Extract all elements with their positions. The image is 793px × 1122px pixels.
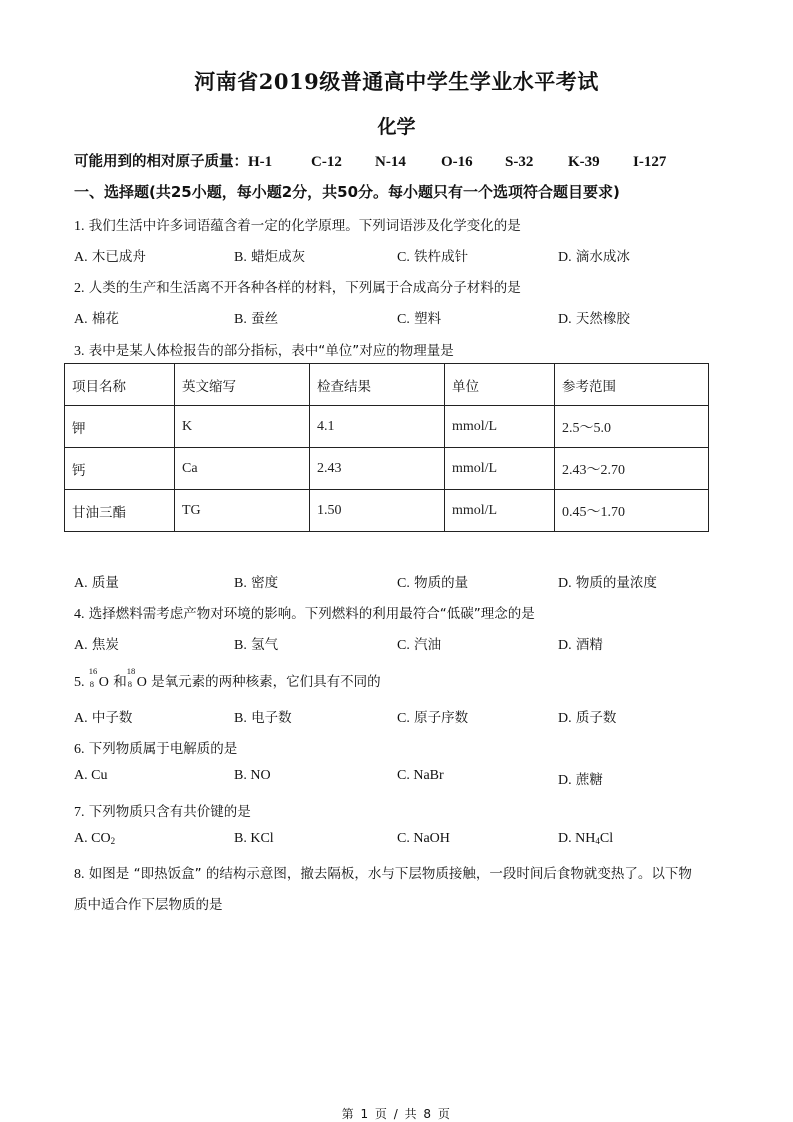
option-c[interactable]: C. 塑料: [397, 311, 442, 327]
table-cell: 2.43: [310, 448, 445, 490]
table-cell: 钙: [65, 448, 175, 490]
table-cell: 0.45～1.70: [555, 490, 709, 532]
option-d[interactable]: D. 物质的量浓度: [558, 575, 657, 591]
option-b[interactable]: B. 氢气: [234, 637, 279, 653]
table-header-cell: 项目名称: [65, 364, 175, 406]
table-row: [65, 490, 709, 532]
option-c[interactable]: C. 物质的量: [397, 575, 469, 591]
option-b[interactable]: B. 电子数: [234, 710, 292, 726]
table-header-row: [65, 364, 709, 406]
table-cell: 2.43～2.70: [555, 448, 709, 490]
question-text: 是氧元素的两种核素，它们具有不同的: [151, 674, 381, 690]
atomic-mass-item: C-12: [311, 154, 342, 170]
option-a[interactable]: A. 木已成舟: [74, 249, 146, 265]
option-d[interactable]: D. $NH_4Cl$: [558, 831, 614, 846]
option-c[interactable]: C. 汽油: [397, 637, 442, 653]
question-8: 8. 如图是 “即热饭盒” 的结构示意图，撤去隔板，水与下层物质接触，一段时间后食物就变热了。以下物: [74, 866, 692, 882]
option-c[interactable]: C. NaOH: [397, 831, 450, 846]
atomic-mass-item: H-1: [248, 154, 273, 170]
table-cell: Ca: [175, 448, 310, 490]
option-a[interactable]: A. 焦炭: [74, 637, 119, 653]
option-b[interactable]: B. 密度: [234, 575, 279, 591]
question-text: 人类的生产和生活离不开各种各样的材料，下列属于合成高分子材料的是: [88, 280, 521, 296]
exam-subject: 化学: [377, 116, 416, 138]
option-b[interactable]: B. 蚕丝: [234, 311, 279, 327]
option-c[interactable]: C. NaBr: [397, 768, 444, 783]
section-heading: 一、选择题(共25小题，每小题2分，共50分。每小题只有一个选项符合题目要求): [74, 183, 620, 201]
table-cell: mmol/L: [445, 490, 555, 532]
option-d[interactable]: D. 酒精: [558, 637, 603, 653]
isotope-notation: 16 8: [88, 666, 98, 689]
option-d[interactable]: D. 蔗糖: [558, 772, 603, 788]
question-text: 下列物质只含有共价键的是: [88, 804, 251, 820]
exam-title: 河南省2019级普通高中学生学业水平考试: [194, 69, 599, 94]
question-2: 2. 人类的生产和生活离不开各种各样的材料，下列属于合成高分子材料的是: [74, 280, 521, 296]
atomic-mass-item: I-127: [633, 154, 667, 170]
question-5: 5. 16 8 O 和 18 8 O 是氧元素的两种核素，它们具有不同的: [74, 666, 381, 690]
option-a[interactable]: A. 棉花: [74, 311, 119, 327]
table-cell: 1.50: [310, 490, 445, 532]
table-cell: 4.1: [310, 406, 445, 448]
table-row: [65, 448, 709, 490]
question-6: 6. 下列物质属于电解质的是: [74, 741, 238, 757]
atomic-mass-item: K-39: [568, 154, 600, 170]
option-a[interactable]: A. Cu: [74, 768, 108, 783]
option-a[interactable]: A. 中子数: [74, 710, 133, 726]
table-cell: mmol/L: [445, 448, 555, 490]
table-cell: 甘油三酯: [65, 490, 175, 532]
option-d[interactable]: D. 质子数: [558, 710, 617, 726]
atomic-mass-item: S-32: [505, 154, 534, 170]
question-4: 4. 选择燃料需考虑产物对环境的影响。下列燃料的利用最符合“低碳”理念的是: [74, 606, 535, 622]
table-cell: K: [175, 406, 310, 448]
table-cell: 2.5～5.0: [555, 406, 709, 448]
table-row: [65, 406, 709, 448]
page-footer: 第 1 页 / 共 8 页: [341, 1107, 452, 1121]
atomic-masses-label: 可能用到的相对原子质量：: [74, 154, 248, 170]
option-a[interactable]: A. $CO_2$: [74, 831, 116, 846]
option-d[interactable]: D. 天然橡胶: [558, 311, 630, 327]
option-b[interactable]: B. 蜡炬成灰: [234, 249, 306, 265]
option-b[interactable]: B. KCl: [234, 831, 274, 846]
option-b[interactable]: B. NO: [234, 768, 271, 783]
question-8-continued: 质中适合作下层物质的是: [74, 897, 223, 913]
table-cell: TG: [175, 490, 310, 532]
isotope-notation: 18 8: [126, 666, 136, 689]
atomic-mass-item: O-16: [441, 154, 473, 170]
question-text: 我们生活中许多词语蕴含着一定的化学原理。下列词语涉及化学变化的是: [88, 218, 521, 234]
option-d[interactable]: D. 滴水成冰: [558, 249, 630, 265]
option-a[interactable]: A. 质量: [74, 575, 119, 591]
question-text: 选择燃料需考虑产物对环境的影响。下列燃料的利用最符合“低碳”理念的是: [88, 606, 535, 622]
atomic-masses: [74, 150, 666, 171]
table-header-cell: 参考范围: [555, 364, 709, 406]
table-cell: 钾: [65, 406, 175, 448]
table-header-cell: 英文缩写: [175, 364, 310, 406]
table-cell: mmol/L: [445, 406, 555, 448]
question-text: 下列物质属于电解质的是: [88, 741, 238, 757]
atomic-mass-item: N-14: [375, 154, 406, 170]
medical-report-table: [64, 363, 709, 532]
question-7: 7. 下列物质只含有共价键的是: [74, 804, 251, 820]
table-header-cell: 检查结果: [310, 364, 445, 406]
question-3: 3. 表中是某人体检报告的部分指标，表中“单位”对应的物理量是: [74, 343, 454, 359]
option-c[interactable]: C. 原子序数: [397, 710, 469, 726]
question-1: 1. 我们生活中许多词语蕴含着一定的化学原理。下列词语涉及化学变化的是: [74, 218, 521, 234]
question-text: 如图是 “即热饭盒” 的结构示意图，撤去隔板，水与下层物质接触，一段时间后食物就变热了。以下物: [88, 866, 692, 882]
option-c[interactable]: C. 铁杵成针: [397, 249, 469, 265]
question-text: 表中是某人体检报告的部分指标，表中“单位”对应的物理量是: [88, 343, 454, 359]
table-header-cell: 单位: [445, 364, 555, 406]
